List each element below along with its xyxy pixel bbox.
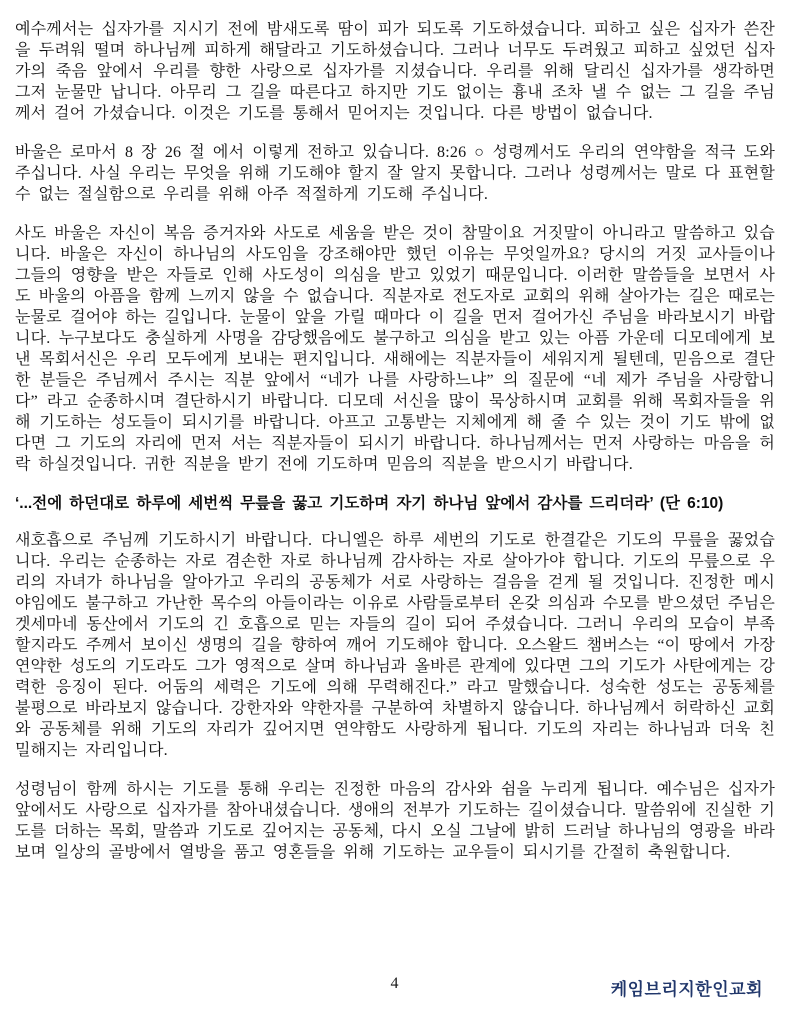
paragraph-closing-blessing: 성령님이 함께 하시는 기도를 통해 우리는 진정한 마음의 감사와 쉼을 누리게 됩니다. 예수님은 십자가 앞에서도 사랑으로 십자가를 참아내셨습니다. 생애의 전부가 기도하는 길이셨습니다. 말씀위에 진실한 기도를 더하는 목회, 말씀과 기도로 깊어지는 공동체, 다시 오실 그날에 밝히 드러날 하나님의 영광을 바라보며 일상의 골방에서 열방을 품고 영혼들을 위해 기도하는 교우들이 되시기를 간절히 축원합니다. bbox=[15, 781, 775, 861]
paragraph-apostle-paul: 사도 바울은 자신이 복음 증거자와 사도로 세움을 받은 것이 참말이요 거짓말이 아니라고 말씀하고 있습니다. 바울은 자신이 하나님의 사도임을 강조해야만 했던 이유는 무엇일까요? 당시의 거짓 교사들이나 그들의 영향을 받은 자들로 인해 사도성이 의심을 받고 있었기 때문입니다. 이러한 말씀들을 보면서 사도 바울의 아픔을 함께 느끼지 않을 수 없습니다. 직분자로 전도자로 교회의 위해 살아가는 길은 때로는 눈물로 걸어야 하는 길입니다. 눈물이 앞을 가릴 때마다 이 길을 먼저 걸어가신 주님을 바라보시기 바랍니다. 누구보다도 충실하게 사명을 감당했음에도 불구하고 의심을 받고 있는 아픔 가운데 디모데에게 보낸 목회서신은 우리 모두에게 보내는 편지입니다. 새해에는 직분자들이 세워지게 될텐데, 믿음으로 결단한 분들은 주님께서 주시는 직분 앞에서 “네가 나를 사랑하느냐” 의 질문에 “네 제가 주님을 사랑합니다” 라고 순종하시며 결단하시기 바랍니다. 디모데 서신을 많이 묵상하시며 교회를 위해 목회자들을 위해 기도하는 성도들이 되시기를 바랍니다. 아프고 고통받는 지체에게 해 줄 수 있는 것이 기도 밖에 없다면 그 기도의 자리에 먼저 서는 직분자들이 되시기 바랍니다. 하나님께서는 먼저 사랑하는 마음을 허락 하실것입니다. 귀한 직분을 받기 전에 기도하며 믿음의 직분을 받으시기 바랍니다. bbox=[15, 225, 775, 473]
paragraph-jesus-gethsemane: 예수께서는 십자가를 지시기 전에 밤새도록 땀이 피가 되도록 기도하셨습니다. 피하고 싶은 십자가 쓴잔을 두려워 떨며 하나님께 피하게 해달라고 기도하셨습니다. 그러나 너무도 두려웠고 피하고 싶었던 십자가의 죽음 앞에서 우리를 향한 사랑으로 십자가를 지셨습니다. 우리를 위해 달리신 십자가를 생각하면 그저 눈물만 납니다. 아무리 그 길을 따른다고 하지만 기도 없이는 흉내 조차 낼 수 없는 그 길을 주님께서 걸어 가셨습니다. 이것은 기도를 통해서 믿어지는 것입니다. 다른 방법이 없습니다. bbox=[15, 21, 775, 122]
page-number: 4 bbox=[390, 975, 399, 992]
church-name: 케임브리지한인교회 bbox=[610, 980, 763, 999]
page-footer bbox=[0, 975, 789, 997]
scripture-quote-daniel-6-10: ‘...전에 하던대로 하루에 세번씩 무릎을 꿇고 기도하며 자기 하나님 앞에서 감사를 드리더라’ (단 6:10) bbox=[15, 495, 724, 512]
paragraph-romans-8-26: 바울은 로마서 8 장 26 절 에서 이렇게 전하고 있습니다. 8:26 ○ 성령께서도 우리의 연약함을 적극 도와 주십니다. 사실 우리는 무엇을 위해 기도해야 할지 잘 알지 못합니다. 그러나 성령께서는 말로 다 표현할 수 없는 절실함으로 우리를 위해 아주 적절하게 기도해 주십니다. bbox=[15, 144, 775, 203]
paragraph-daniel-prayer: 새호흡으로 주님께 기도하시기 바랍니다. 다니엘은 하루 세번의 기도로 한결같은 기도의 무릎을 꿇었습니다. 우리는 순종하는 자로 겸손한 자로 하나님께 감사하는 자로 살아가야 합니다. 기도의 무릎으로 우리의 자녀가 하나님을 알아가고 우리의 공동체가 서로 사랑하는 걸음을 걷게 될 것입니다. 진정한 메시야임에도 불구하고 가난한 목수의 아들이라는 이유로 사람들로부터 온갖 의심과 수모를 받으셨던 주님은 겟세마네 동산에서 기도의 긴 호흡으로 믿는 자들의 길이 되어 주셨습니다. 그러니 우리의 모습이 부족할지라도 주께서 보이신 생명의 길을 향하여 깨어 기도해야 합니다. 오스왈드 챔버스는 “이 땅에서 가장 연약한 성도의 기도라도 그가 영적으로 살며 하나님과 올바른 관계에 있다면 그의 기도가 사탄에게는 강력한 응징이 된다. 어둠의 세력은 기도에 의해 무력해진다.” 라고 말했습니다. 성숙한 성도는 공동체를 불평으로 바라보지 않습니다. 강한자와 약한자를 구분하여 차별하지 않습니다. 하나님께서 허락하신 교회와 공동체를 위해 기도의 자리가 깊어지면 연약함도 사랑하게 됩니다. 기도의 자리는 하나님과 더욱 친밀해지는 자리입니다. bbox=[15, 532, 775, 759]
